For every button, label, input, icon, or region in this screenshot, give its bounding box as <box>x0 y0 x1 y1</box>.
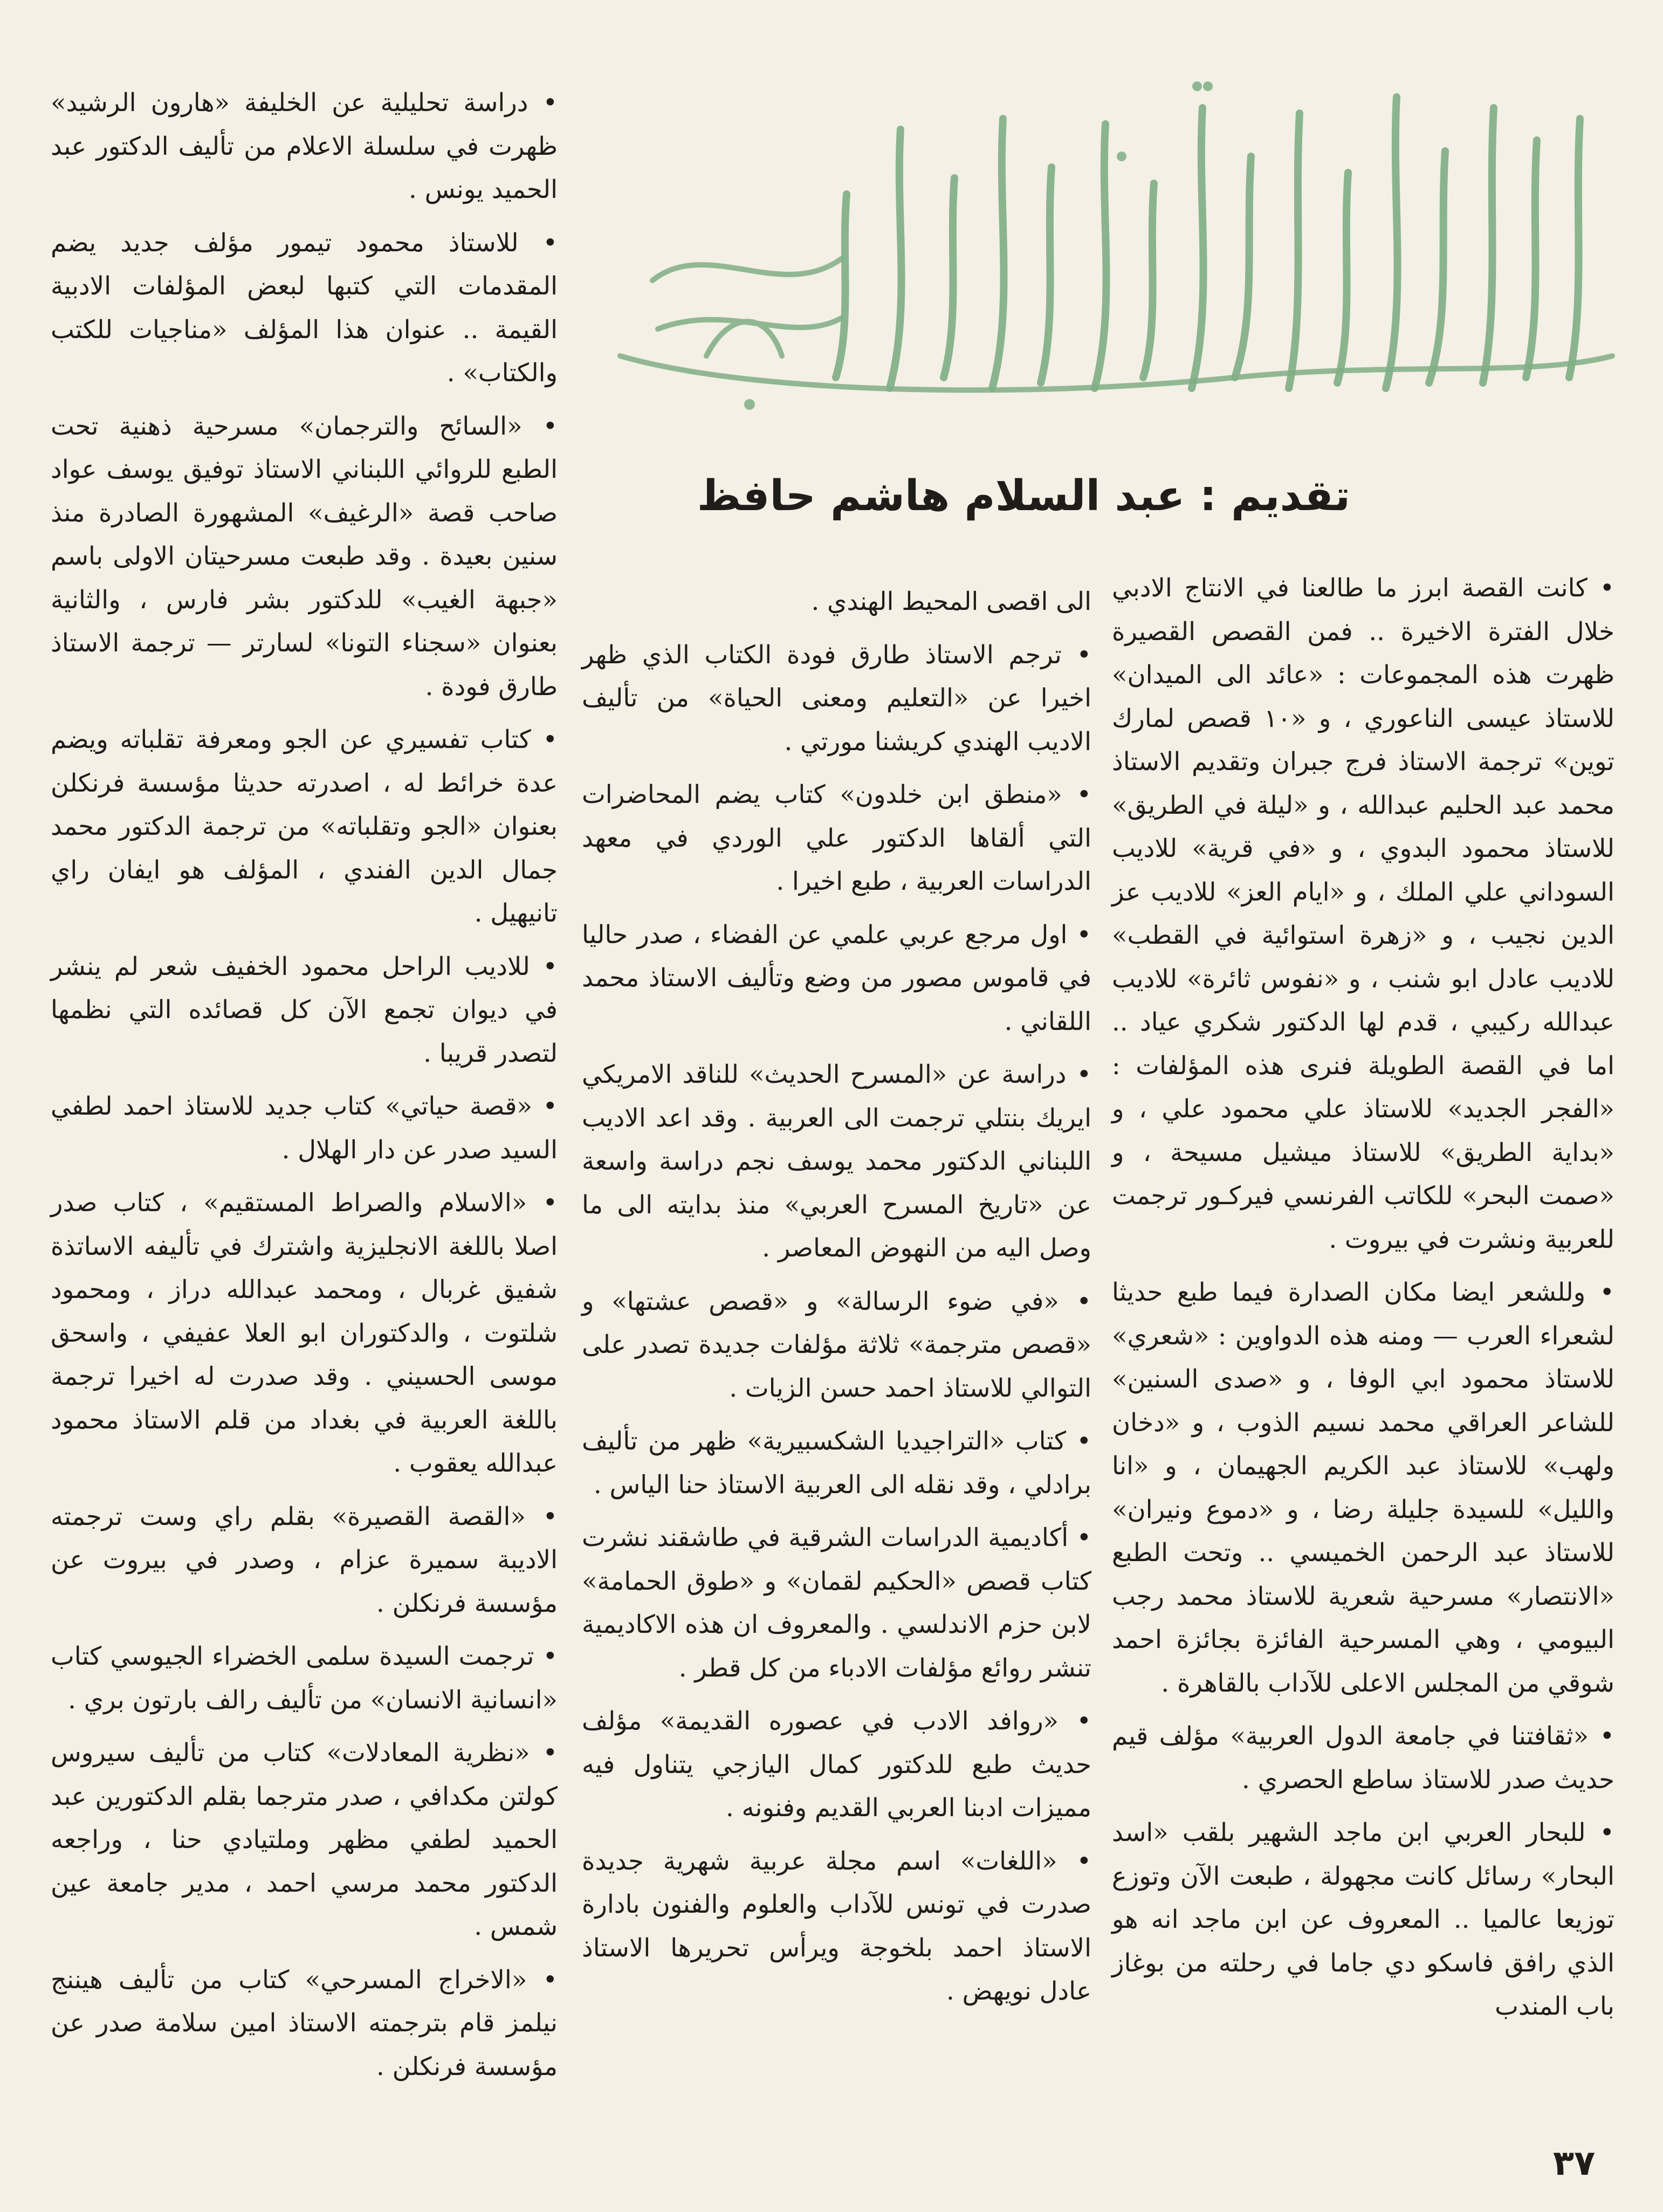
paragraph: • وللشعر ايضا مكان الصدارة فيما طبع حديثا لشعراء العرب — ومنه هذه الدواوين : «شعري» للاستاذ محمود ابي الوفا ، و «صدى السنين» للشاعر العراقي محمد نسيم الذوب ، و «دخان ولهب» للاستاذ عبد الكريم الجهيمان ، و «انا والليل» للسيدة جليلة رضا ، و «دموع ونيران» للاستاذ عبد الرحمن الخميسي .. وتحت الطبع «الانتصار» مسرحية شعرية للاستاذ محمد رجب البيومي ، وهي المسرحية الفائزة بجائزة احمد شوقي من المجلس الاعلى للآداب بالقاهرة . <box>1112 1277 1614 1698</box>
paragraph: • كتاب «التراجيديا الشكسبيرية» ظهر من تأليف برادلي ، وقد نقله الى العربية الاستاذ حنا الياس . <box>582 1426 1091 1499</box>
text-column-middle <box>582 580 1091 2023</box>
paragraph: • للاديب الراحل محمود الخفيف شعر لم ينشر في ديوان تجمع الآن كل قصائده التي نظمها لتصدر قريبا . <box>51 951 558 1068</box>
paragraph: • اول مرجع عربي علمي عن الفضاء ، صدر حاليا في قاموس مصور من وضع وتأليف الاستاذ محمد اللقاني . <box>582 919 1091 1036</box>
paragraph: • «في ضوء الرسالة» و «قصص عشتها» و «قصص مترجمة» ثلاثة مؤلفات جديدة تصدر على التوالي للاستاذ احمد حسن الزيات . <box>582 1286 1091 1403</box>
paragraph: • دراسة تحليلية عن الخليفة «هارون الرشيد» ظهرت في سلسلة الاعلام من تأليف الدكتور عبد الحميد يونس . <box>51 88 558 204</box>
paragraph: الى اقصى المحيط الهندي . <box>811 587 1091 616</box>
paragraph: • «الاخراج المسرحي» كتاب من تأليف هيننج نيلمز قام بترجمته الاستاذ امين سلامة صدر عن مؤسسة فرنكلن . <box>51 1964 558 2081</box>
paragraph: • ترجمت السيدة سلمى الخضراء الجيوسي كتاب «انسانية الانسان» من تأليف رالف بارتون بري . <box>51 1641 558 1714</box>
paragraph: • ترجم الاستاذ طارق فودة الكتاب الذي ظهر اخيرا عن «التعليم ومعنى الحياة» من تأليف الاديب الهندي كريشنا مورتي . <box>582 640 1091 756</box>
page-number: ٣٧ <box>1553 2144 1596 2183</box>
article-byline: تقديم : عبد السلام هاشم حافظ <box>697 472 1350 520</box>
calligraphy-title-ornament <box>588 75 1639 421</box>
paragraph: • «السائح والترجمان» مسرحية ذهنية تحت الطبع للروائي اللبناني الاستاذ توفيق يوسف عواد صاحب قصة «الرغيف» المشهورة الصادرة منذ سنين بعيدة . وقد طبعت مسرحيتان الاولى باسم «جبهة الغيب» للدكتور بشر فارس ، والثانية بعنوان «سجناء التونا» لسارتر — ترجمة الاستاذ طارق فودة . <box>51 411 558 701</box>
paragraph: • للبحار العربي ابن ماجد الشهير بلقب «اسد البحار» رسائل كانت مجهولة ، طبعت الآن وتوزع توزيعا عالميا .. المعروف عن ابن ماجد انه هو الذي رافق فاسكو دي جاما في رحلته من بوغاز باب المندب <box>1112 1818 1614 2021</box>
paragraph: • دراسة عن «المسرح الحديث» للناقد الامريكي ايريك بنتلي ترجمت الى العربية . وقد اعد الاديب اللبناني الدكتور محمد يوسف نجم دراسة واسعة عن «تاريخ المسرح العربي» منذ بدايته الى ما وصل اليه من النهوض المعاصر . <box>582 1060 1091 1262</box>
text-column-left <box>51 81 558 2098</box>
paragraph: • «روافد الادب في عصوره القديمة» مؤلف حديث طبع للدكتور كمال اليازجي يتناول فيه مميزات ادبنا العربي القديم وفنونه . <box>582 1706 1091 1822</box>
paragraph: • للاستاذ محمود تيمور مؤلف جديد يضم المقدمات التي كتبها لبعض المؤلفات الادبية القيمة .. عنوان هذا المؤلف «مناجيات للكتب والكتاب» . <box>51 228 558 387</box>
paragraph: • كانت القصة ابرز ما طالعنا في الانتاج الادبي خلال الفترة الاخيرة .. فمن القصص القصيرة ظهرت هذه المجموعات : «عائد الى الميدان» للاستاذ عيسى الناعوري ، و «١٠ قصص لمارك توين» ترجمة الاستاذ فرج جبران وتقديم الاستاذ محمد عبد الحليم عبدالله ، و «ليلة في الطريق» للاستاذ محمود البدوي ، و «في قرية» للاديب السوداني علي الملك ، و «ايام العز» للاديب عز الدين نجيب ، و «زهرة استوائية في القطب» للاديب عادل ابو شنب ، و «نفوس ثائرة» للاديب عبدالله ركيبي ، قدم لها الدكتور شكري عياد .. اما في القصة الطويلة فنرى هذه المؤلفات : «الفجر الجديد» للاستاذ علي محمود علي ، و «بداية الطريق» للاستاذ ميشيل مسيحة ، و «صمت البحر» للكاتب الفرنسي فيركـور ترجمت للعربية ونشرت في بيروت . <box>1112 573 1614 1254</box>
paragraph: • «نظرية المعادلات» كتاب من تأليف سيروس كولتن مكدافي ، صدر مترجما بقلم الدكتورين عبد الحميد لطفي مظهر وملتيادي حنا ، وراجعه الدكتور محمد مرسي احمد ، مدير جامعة عين شمس . <box>51 1738 558 1941</box>
paragraph: • كتاب تفسيري عن الجو ومعرفة تقلباته ويضم عدة خرائط له ، اصدرته حديثا مؤسسة فرنكلن بعنوان «الجو وتقلباته» من ترجمة الدكتور محمد جمال الدين الفندي ، المؤلف هو ايفان راي تانيهيل . <box>51 725 558 928</box>
paragraph: • «قصة حياتي» كتاب جديد للاستاذ احمد لطفي السيد صدر عن دار الهلال . <box>51 1091 558 1164</box>
paragraph: • «اللغات» اسم مجلة عربية شهرية جديدة صدرت في تونس للآداب والعلوم والفنون بادارة الاستاذ احمد بلخوجة ويرأس تحريرها الاستاذ عادل نويهض . <box>582 1846 1091 2005</box>
paragraph: • أكاديمية الدراسات الشرقية في طاشقند نشرت كتاب قصص «الحكيم لقمان» و «طوق الحمامة» لابن حزم الاندلسي . والمعروف ان هذه الاكاديمية تنشر روائع مؤلفات الادباء من كل قطر . <box>582 1523 1091 1682</box>
paragraph: • «الاسلام والصراط المستقيم» ، كتاب صدر اصلا باللغة الانجليزية واشترك في تأليفه الاساتذة شفيق غربال ، ومحمد عبدالله دراز ، ومحمود شلتوت ، والدكتوران ابو العلا عفيفي ، واسحق موسى الحسيني . وقد صدرت له اخيرا ترجمة باللغة العربية في بغداد من قلم الاستاذ محمود عبدالله يعقوب . <box>51 1188 558 1478</box>
text-column-right <box>1112 566 1614 2038</box>
paragraph: • «منطق ابن خلدون» كتاب يضم المحاضرات التي ألقاها الدكتور علي الوردي في معهد الدراسات العربية ، طبع اخيرا . <box>582 780 1091 896</box>
paragraph: • «القصة القصيرة» بقلم راي وست ترجمته الاديبة سميرة عزام ، وصدر في بيروت عن مؤسسة فرنكلن . <box>51 1501 558 1618</box>
paragraph: • «ثقافتنا في جامعة الدول العربية» مؤلف قيم حديث صدر للاستاذ ساطع الحصري . <box>1112 1721 1614 1794</box>
